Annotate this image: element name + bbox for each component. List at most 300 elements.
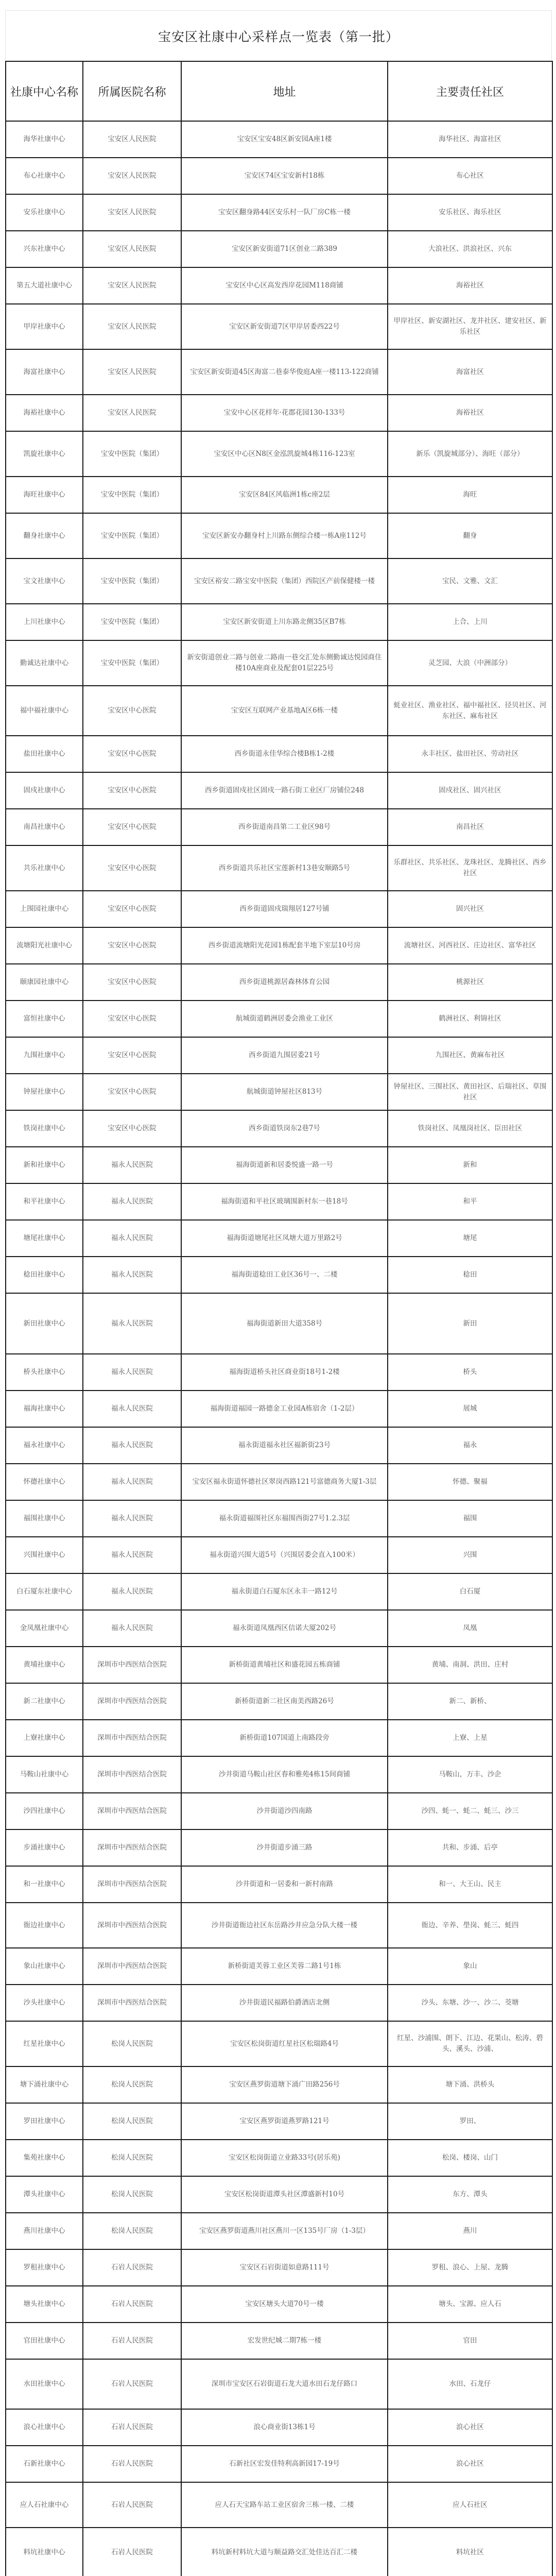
cell-hospital-name: 宝安区中心医院 xyxy=(83,1001,181,1037)
cell-address: 宏发世纪城二期7栋一楼 xyxy=(181,2323,388,2359)
cell-hospital-name: 宝安区人民医院 xyxy=(83,158,181,194)
cell-hospital-name: 福永人民医院 xyxy=(83,1464,181,1500)
cell-center-name: 料坑社康中心 xyxy=(6,2528,83,2576)
cell-hospital-name: 深圳市中西医结合医院 xyxy=(83,1683,181,1720)
cell-center-name: 罗田社康中心 xyxy=(6,2103,83,2140)
cell-community: 布心社区 xyxy=(388,158,552,194)
cell-hospital-name: 深圳市中西医结合医院 xyxy=(83,1829,181,1866)
cell-hospital-name: 宝安区中心医院 xyxy=(83,686,181,736)
table-row xyxy=(6,1427,552,1464)
cell-center-name: 象山社康中心 xyxy=(6,1948,83,1985)
table-row xyxy=(6,1257,552,1293)
cell-community: 兴围 xyxy=(388,1537,552,1573)
cell-address: 西乡街道固戍瑞翔居127号铺 xyxy=(181,891,388,927)
cell-address: 宝安区福永街道怀德社区翠岗西路121号富德商务大厦1-3层 xyxy=(181,1464,388,1500)
cell-hospital-name: 宝安区人民医院 xyxy=(83,231,181,267)
cell-center-name: 上川社康中心 xyxy=(6,604,83,640)
cell-community: 固戍社区、固兴社区 xyxy=(388,772,552,809)
table-row xyxy=(6,1293,552,1354)
cell-community: 安乐社区、海乐社区 xyxy=(388,194,552,231)
cell-community: 九围社区、黄麻布社区 xyxy=(388,1037,552,1074)
cell-center-name: 上围园社康中心 xyxy=(6,891,83,927)
cell-hospital-name: 石岩人民医院 xyxy=(83,2323,181,2359)
table-row xyxy=(6,1610,552,1647)
cell-address: 西乡街道九围居委21号 xyxy=(181,1037,388,1074)
cell-center-name: 第五大道社康中心 xyxy=(6,267,83,304)
cell-center-name: 颐康园社康中心 xyxy=(6,964,83,1001)
cell-community: 海裕社区 xyxy=(388,395,552,431)
cell-center-name: 海旺社康中心 xyxy=(6,477,83,513)
cell-hospital-name: 深圳市中西医结合医院 xyxy=(83,1793,181,1829)
cell-community: 衙边、辛养、壆岗、蚝三、蚝四 xyxy=(388,1903,552,1948)
column-header-center-name: 社康中心名称 xyxy=(6,61,83,121)
table-row xyxy=(6,1866,552,1903)
cell-hospital-name: 宝安区中心医院 xyxy=(83,1110,181,1147)
cell-address: 福海街道新田大道358号 xyxy=(181,1293,388,1354)
cell-hospital-name: 福永人民医院 xyxy=(83,1573,181,1610)
cell-hospital-name: 深圳市中西医结合医院 xyxy=(83,1647,181,1683)
table-body xyxy=(6,121,552,2576)
sampling-points-table xyxy=(5,61,553,2576)
cell-center-name: 黄埔社康中心 xyxy=(6,1647,83,1683)
cell-community: 和一、大王山、民主 xyxy=(388,1866,552,1903)
cell-address: 宝安区互联网产业基地A区6栋一楼 xyxy=(181,686,388,736)
table-row xyxy=(6,2021,552,2066)
table-row xyxy=(6,1500,552,1537)
cell-hospital-name: 深圳市中西医结合医院 xyxy=(83,1720,181,1756)
table-row xyxy=(6,1720,552,1756)
cell-community: 怀德、聚福 xyxy=(388,1464,552,1500)
cell-address: 宝安区新安办翻身村上川路东侧综合楼一栋A座112号 xyxy=(181,513,388,558)
cell-address: 福海街道桥头社区商业街18号1-2楼 xyxy=(181,1354,388,1391)
cell-center-name: 沙头社康中心 xyxy=(6,1985,83,2021)
table-row xyxy=(6,1464,552,1500)
cell-community: 应人石社区 xyxy=(388,2482,552,2528)
cell-address: 福永街道福围社区东福围西街27号1.2.3层 xyxy=(181,1500,388,1537)
cell-community: 展城 xyxy=(388,1391,552,1427)
cell-hospital-name: 宝安区人民医院 xyxy=(83,267,181,304)
cell-community: 上寮、上星 xyxy=(388,1720,552,1756)
cell-hospital-name: 石岩人民医院 xyxy=(83,2446,181,2482)
cell-community: 料坑社区 xyxy=(388,2528,552,2576)
cell-community: 马鞍山，万丰、沙企 xyxy=(388,1756,552,1793)
cell-community: 桥头 xyxy=(388,1354,552,1391)
cell-community: 罗田、 xyxy=(388,2103,552,2140)
cell-community: 新二、新桥、 xyxy=(388,1683,552,1720)
cell-hospital-name: 宝安中医院（集团） xyxy=(83,477,181,513)
table-row xyxy=(6,158,552,194)
cell-center-name: 沙四社康中心 xyxy=(6,1793,83,1829)
column-header-address: 地址 xyxy=(181,61,388,121)
cell-community: 和平 xyxy=(388,1183,552,1220)
cell-hospital-name: 松岗人民医院 xyxy=(83,2066,181,2103)
cell-center-name: 钟屋社康中心 xyxy=(6,1074,83,1110)
table-row xyxy=(6,2176,552,2213)
table-row xyxy=(6,304,552,349)
cell-address: 宝安区新安街道45区海富二巷泰华俊庭A座一楼113-122商铺 xyxy=(181,349,388,395)
cell-community: 宝民、文雅、文汇 xyxy=(388,558,552,604)
cell-center-name: 水田社康中心 xyxy=(6,2359,83,2409)
cell-community: 稔田 xyxy=(388,1257,552,1293)
cell-center-name: 流塘阳光社康中心 xyxy=(6,927,83,964)
table-row xyxy=(6,2213,552,2249)
table-row xyxy=(6,1354,552,1391)
cell-center-name: 石新社康中心 xyxy=(6,2446,83,2482)
cell-hospital-name: 宝安区中心医院 xyxy=(83,891,181,927)
table-row xyxy=(6,1948,552,1985)
cell-center-name: 步涌社康中心 xyxy=(6,1829,83,1866)
cell-address: 航城街道钟屋社区813号 xyxy=(181,1074,388,1110)
cell-address: 宝安区新安街道71区创业二路389 xyxy=(181,231,388,267)
cell-hospital-name: 福永人民医院 xyxy=(83,1354,181,1391)
cell-hospital-name: 宝安区中心医院 xyxy=(83,772,181,809)
cell-hospital-name: 福永人民医院 xyxy=(83,1500,181,1537)
cell-address: 宝安区燕罗街道燕罗路121号 xyxy=(181,2103,388,2140)
cell-hospital-name: 石岩人民医院 xyxy=(83,2482,181,2528)
cell-center-name: 新田社康中心 xyxy=(6,1293,83,1354)
cell-address: 沙井街道沙四南路 xyxy=(181,1793,388,1829)
cell-address: 宝安区松岗街道红星社区松瑞路4号 xyxy=(181,2021,388,2066)
cell-center-name: 宝文社康中心 xyxy=(6,558,83,604)
cell-center-name: 新二社康中心 xyxy=(6,1683,83,1720)
cell-community: 灵芝园、大浪（中洲部分） xyxy=(388,640,552,686)
cell-community: 海旺 xyxy=(388,477,552,513)
cell-community: 塘下涌、洪桥头 xyxy=(388,2066,552,2103)
cell-community: 福永 xyxy=(388,1427,552,1464)
cell-address: 宝安区石岩街道如意路111号 xyxy=(181,2249,388,2286)
cell-address: 西乡街道桃源居森林体育公园 xyxy=(181,964,388,1001)
cell-community: 黄埔、南洞、洪田、庄村 xyxy=(388,1647,552,1683)
cell-center-name: 稔田社康中心 xyxy=(6,1257,83,1293)
cell-community: 铁岗社区、凤凰岗社区、臣田社区 xyxy=(388,1110,552,1147)
cell-community: 固兴社区 xyxy=(388,891,552,927)
cell-address: 新安街道创业二路与创业二路南一巷交汇处东侧勤诚达悦园商住楼10A座商业及配套01层225号 xyxy=(181,640,388,686)
cell-address: 浪心商业街13栋1号 xyxy=(181,2409,388,2446)
table-row xyxy=(6,267,552,304)
table-row xyxy=(6,736,552,772)
table-row xyxy=(6,2066,552,2103)
table-row xyxy=(6,1220,552,1257)
cell-center-name: 和一社康中心 xyxy=(6,1866,83,1903)
cell-address: 宝安区宝安48区新安园A座1楼 xyxy=(181,121,388,158)
cell-center-name: 集苑社康中心 xyxy=(6,2140,83,2176)
cell-hospital-name: 松岗人民医院 xyxy=(83,2140,181,2176)
cell-community: 塘尾 xyxy=(388,1220,552,1257)
cell-address: 料坑新村料坑大道与顺益路交汇处佳达百汇二楼 xyxy=(181,2528,388,2576)
table-row xyxy=(6,2482,552,2528)
table-row xyxy=(6,2249,552,2286)
cell-community: 海富社区 xyxy=(388,349,552,395)
cell-community: 甲岸社区、新安湖社区、龙井社区、建安社区、新乐社区 xyxy=(388,304,552,349)
cell-address: 石新社区宏发佳特利高新园17-19号 xyxy=(181,2446,388,2482)
cell-center-name: 盐田社康中心 xyxy=(6,736,83,772)
cell-center-name: 福围社康中心 xyxy=(6,1500,83,1537)
cell-hospital-name: 福永人民医院 xyxy=(83,1293,181,1354)
cell-hospital-name: 宝安区人民医院 xyxy=(83,121,181,158)
cell-hospital-name: 石岩人民医院 xyxy=(83,2249,181,2286)
cell-center-name: 红星社康中心 xyxy=(6,2021,83,2066)
cell-address: 西乡街道南昌第二工业区98号 xyxy=(181,809,388,845)
cell-community: 浪心社区 xyxy=(388,2409,552,2446)
cell-hospital-name: 松岗人民医院 xyxy=(83,2021,181,2066)
cell-center-name: 铁岗社康中心 xyxy=(6,1110,83,1147)
cell-center-name: 凯旋社康中心 xyxy=(6,431,83,477)
cell-community: 海华社区、海富社区 xyxy=(388,121,552,158)
cell-address: 宝安区松岗街道潭头社区潭盛新村10号 xyxy=(181,2176,388,2213)
table-row xyxy=(6,1001,552,1037)
cell-address: 福海街道塘尾社区凤塘大道万里路2号 xyxy=(181,1220,388,1257)
cell-community: 沙头、东塘、沙一、沙二、茭塘 xyxy=(388,1985,552,2021)
cell-center-name: 安乐社康中心 xyxy=(6,194,83,231)
cell-community: 新乐（凯旋城部分）、海旺（部分） xyxy=(388,431,552,477)
cell-hospital-name: 福永人民医院 xyxy=(83,1391,181,1427)
cell-center-name: 衙边社康中心 xyxy=(6,1903,83,1948)
table-row xyxy=(6,2140,552,2176)
cell-address: 宝安区中心区高发西岸花园M118商铺 xyxy=(181,267,388,304)
cell-address: 福海街道稔田工业区36号一、二楼 xyxy=(181,1257,388,1293)
cell-address: 沙井街道衙边社区东岳路沙井应急分队大楼一楼 xyxy=(181,1903,388,1948)
cell-hospital-name: 松岗人民医院 xyxy=(83,2103,181,2140)
cell-center-name: 九围社康中心 xyxy=(6,1037,83,1074)
cell-hospital-name: 宝安区中心医院 xyxy=(83,927,181,964)
cell-community: 桃源社区 xyxy=(388,964,552,1001)
cell-address: 新桥街道新二社区南美西路26号 xyxy=(181,1683,388,1720)
cell-center-name: 兴东社康中心 xyxy=(6,231,83,267)
cell-community: 翻身 xyxy=(388,513,552,558)
cell-center-name: 翻身社康中心 xyxy=(6,513,83,558)
table-row xyxy=(6,809,552,845)
cell-address: 宝安区新安街道上川东路北侧35区B7栋 xyxy=(181,604,388,640)
cell-hospital-name: 福永人民医院 xyxy=(83,1610,181,1647)
cell-hospital-name: 宝安区中心医院 xyxy=(83,964,181,1001)
cell-address: 西乡街道共乐社区宝莲新村13巷安顺路5号 xyxy=(181,845,388,891)
table-row xyxy=(6,121,552,158)
cell-address: 福永街道福永社区福新街23号 xyxy=(181,1427,388,1464)
table-row xyxy=(6,231,552,267)
cell-address: 福永街道兴围大道5号（兴围居委会直入100米） xyxy=(181,1537,388,1573)
cell-address: 宝安区新安街道7区甲岸居委西22号 xyxy=(181,304,388,349)
table-row xyxy=(6,2528,552,2576)
table-row xyxy=(6,395,552,431)
cell-center-name: 罗租社康中心 xyxy=(6,2249,83,2286)
cell-community: 上合、上川 xyxy=(388,604,552,640)
cell-community: 新田 xyxy=(388,1293,552,1354)
cell-address: 宝安区燕罗街道燕川社区燕川一区135号厂房（1-3层） xyxy=(181,2213,388,2249)
table-row xyxy=(6,513,552,558)
table-row xyxy=(6,2446,552,2482)
cell-center-name: 官田社康中心 xyxy=(6,2323,83,2359)
cell-hospital-name: 深圳市中西医结合医院 xyxy=(83,1903,181,1948)
cell-hospital-name: 宝安中医院（集团） xyxy=(83,558,181,604)
table-row xyxy=(6,772,552,809)
cell-address: 西乡街道永佳华综合楼B栋1-2楼 xyxy=(181,736,388,772)
cell-hospital-name: 石岩人民医院 xyxy=(83,2409,181,2446)
cell-hospital-name: 深圳市中西医结合医院 xyxy=(83,1756,181,1793)
table-row xyxy=(6,1647,552,1683)
cell-center-name: 南昌社康中心 xyxy=(6,809,83,845)
cell-hospital-name: 宝安区中心医院 xyxy=(83,1074,181,1110)
table-row xyxy=(6,1793,552,1829)
cell-address: 宝安区塘头大道70号一楼 xyxy=(181,2286,388,2323)
cell-hospital-name: 深圳市中西医结合医院 xyxy=(83,1948,181,1985)
cell-address: 西乡街道铁岗东2巷7号 xyxy=(181,1110,388,1147)
cell-center-name: 桥头社康中心 xyxy=(6,1354,83,1391)
cell-community: 塘头、宝源、应人石 xyxy=(388,2286,552,2323)
cell-address: 宝安区74区宝安新村18栋 xyxy=(181,158,388,194)
cell-address: 宝安区中心区N8区金泓凯旋城4栋116-123室 xyxy=(181,431,388,477)
cell-address: 沙井街道民福路伯爵酒店北侧 xyxy=(181,1985,388,2021)
table-row xyxy=(6,1829,552,1866)
cell-center-name: 塘头社康中心 xyxy=(6,2286,83,2323)
cell-community: 燕川 xyxy=(388,2213,552,2249)
cell-hospital-name: 宝安区人民医院 xyxy=(83,395,181,431)
cell-hospital-name: 宝安区中心医院 xyxy=(83,809,181,845)
table-row xyxy=(6,431,552,477)
cell-address: 新桥街道107国道上南路段旁 xyxy=(181,1720,388,1756)
column-header-community: 主要责任社区 xyxy=(388,61,552,121)
cell-address: 福海街道福园一路德金工业园A栋宿舍（1-2层） xyxy=(181,1391,388,1427)
cell-center-name: 金凤凰社康中心 xyxy=(6,1610,83,1647)
cell-address: 福永街道白石厦东区永丰一路12号 xyxy=(181,1573,388,1610)
cell-hospital-name: 深圳市中西医结合医院 xyxy=(83,1985,181,2021)
cell-address: 福永街道凤凰西区信诺大厦202号 xyxy=(181,1610,388,1647)
table-row xyxy=(6,1037,552,1074)
cell-hospital-name: 福永人民医院 xyxy=(83,1257,181,1293)
cell-address: 宝安区翻身路44区安乐村一队厂房C栋一楼 xyxy=(181,194,388,231)
cell-address: 沙井街道和一居委和一新村南路 xyxy=(181,1866,388,1903)
table-row xyxy=(6,194,552,231)
table-row xyxy=(6,1537,552,1573)
cell-address: 福海街道新和居委悦盛一路一号 xyxy=(181,1147,388,1183)
cell-address: 沙井街道马鞍山社区春和雅苑4栋15间商铺 xyxy=(181,1756,388,1793)
cell-community: 罗租、浪心、上屋、龙腾 xyxy=(388,2249,552,2286)
table-row xyxy=(6,845,552,891)
cell-hospital-name: 宝安区中心医院 xyxy=(83,845,181,891)
cell-community: 水田、石龙仔 xyxy=(388,2359,552,2409)
cell-hospital-name: 福永人民医院 xyxy=(83,1220,181,1257)
table-row xyxy=(6,604,552,640)
table-row xyxy=(6,1903,552,1948)
table-row xyxy=(6,686,552,736)
cell-hospital-name: 福永人民医院 xyxy=(83,1183,181,1220)
cell-center-name: 兴围社康中心 xyxy=(6,1537,83,1573)
table-row xyxy=(6,1985,552,2021)
cell-center-name: 海富社康中心 xyxy=(6,349,83,395)
cell-hospital-name: 宝安区中心医院 xyxy=(83,1037,181,1074)
cell-address: 应人石天宝路车站工业区宿舍三栋一楼、二楼 xyxy=(181,2482,388,2528)
document-title: 宝安区社康中心采样点一览表（第一批） xyxy=(5,11,552,61)
cell-center-name: 燕川社康中心 xyxy=(6,2213,83,2249)
cell-center-name: 怀德社康中心 xyxy=(6,1464,83,1500)
cell-center-name: 福中福社康中心 xyxy=(6,686,83,736)
table-row xyxy=(6,1110,552,1147)
cell-community: 松岗、楼岗、山门 xyxy=(388,2140,552,2176)
cell-community: 红星、沙浦围、朗下、江边、花果山、松涛、碧头、溪头、沙浦、 xyxy=(388,2021,552,2066)
cell-community: 浪心社区 xyxy=(388,2446,552,2482)
table-row xyxy=(6,2359,552,2409)
cell-community: 南昌社区 xyxy=(388,809,552,845)
table-row xyxy=(6,1573,552,1610)
cell-center-name: 白石厦东社康中心 xyxy=(6,1573,83,1610)
table-row xyxy=(6,1147,552,1183)
cell-community: 新和 xyxy=(388,1147,552,1183)
cell-community: 象山 xyxy=(388,1948,552,1985)
cell-community: 海裕社区 xyxy=(388,267,552,304)
cell-hospital-name: 石岩人民医院 xyxy=(83,2528,181,2576)
cell-hospital-name: 宝安区人民医院 xyxy=(83,194,181,231)
cell-address: 新桥街道黄埔社区和盛花园五栋商铺 xyxy=(181,1647,388,1683)
cell-hospital-name: 深圳市中西医结合医院 xyxy=(83,1866,181,1903)
cell-hospital-name: 福永人民医院 xyxy=(83,1427,181,1464)
cell-hospital-name: 宝安中医院（集团） xyxy=(83,431,181,477)
table-row xyxy=(6,1756,552,1793)
cell-address: 宝安区84区风临洲1栋c座2层 xyxy=(181,477,388,513)
cell-address: 宝安区燕罗街道塘下涌广田路256号 xyxy=(181,2066,388,2103)
cell-hospital-name: 宝安区人民医院 xyxy=(83,304,181,349)
table-row xyxy=(6,477,552,513)
cell-address: 深圳市宝安区石岩街道石龙大道水田石龙仔路口 xyxy=(181,2359,388,2409)
cell-center-name: 上寮社康中心 xyxy=(6,1720,83,1756)
table-row xyxy=(6,964,552,1001)
cell-center-name: 海裕社康中心 xyxy=(6,395,83,431)
cell-hospital-name: 宝安区人民医院 xyxy=(83,349,181,395)
cell-address: 宝安中心区花样年·花郡花园130-133号 xyxy=(181,395,388,431)
cell-address: 西乡街道固戍社区固戍一路石街工业区厂房铺位248 xyxy=(181,772,388,809)
cell-community: 东方、潭头 xyxy=(388,2176,552,2213)
cell-address: 新桥街道芙蓉工业区芙蓉二路1号1栋 xyxy=(181,1948,388,1985)
cell-hospital-name: 福永人民医院 xyxy=(83,1147,181,1183)
cell-center-name: 应人石社康中心 xyxy=(6,2482,83,2528)
cell-center-name: 固戍社康中心 xyxy=(6,772,83,809)
cell-center-name: 勤诚达社康中心 xyxy=(6,640,83,686)
table-row xyxy=(6,349,552,395)
cell-hospital-name: 松岗人民医院 xyxy=(83,2176,181,2213)
cell-center-name: 福海社康中心 xyxy=(6,1391,83,1427)
cell-hospital-name: 宝安中医院（集团） xyxy=(83,640,181,686)
cell-address: 宝安区松岗街道立业路33号(居乐苑) xyxy=(181,2140,388,2176)
cell-address: 沙井街道步涌三路 xyxy=(181,1829,388,1866)
cell-hospital-name: 宝安中医院（集团） xyxy=(83,513,181,558)
cell-address: 西乡街道流塘阳光花园1栋配套半地下室层10号房 xyxy=(181,927,388,964)
cell-center-name: 新和社康中心 xyxy=(6,1147,83,1183)
table-row xyxy=(6,2103,552,2140)
cell-hospital-name: 宝安区中心医院 xyxy=(83,736,181,772)
cell-community: 福围 xyxy=(388,1500,552,1537)
table-row xyxy=(6,2409,552,2446)
cell-center-name: 马鞍山社康中心 xyxy=(6,1756,83,1793)
table-row xyxy=(6,558,552,604)
table-row xyxy=(6,1183,552,1220)
table-header-row xyxy=(6,61,552,121)
table-row xyxy=(6,2323,552,2359)
cell-hospital-name: 石岩人民医院 xyxy=(83,2286,181,2323)
cell-center-name: 塘下涌社康中心 xyxy=(6,2066,83,2103)
cell-hospital-name: 宝安中医院（集团） xyxy=(83,604,181,640)
column-header-hospital-name: 所属医院名称 xyxy=(83,61,181,121)
cell-community: 凤凰 xyxy=(388,1610,552,1647)
table-row xyxy=(6,1391,552,1427)
table-row xyxy=(6,640,552,686)
cell-community: 白石厦 xyxy=(388,1573,552,1610)
cell-community: 大浪社区、洪浪社区、兴东 xyxy=(388,231,552,267)
sampling-points-sheet xyxy=(5,10,552,2576)
cell-address: 航城街道鹤洲居委会渔业工业区 xyxy=(181,1001,388,1037)
cell-center-name: 潭头社康中心 xyxy=(6,2176,83,2213)
table-row xyxy=(6,927,552,964)
cell-hospital-name: 石岩人民医院 xyxy=(83,2359,181,2409)
table-row xyxy=(6,891,552,927)
cell-address: 福海街道和平社区玻璃围新村东一巷18号 xyxy=(181,1183,388,1220)
